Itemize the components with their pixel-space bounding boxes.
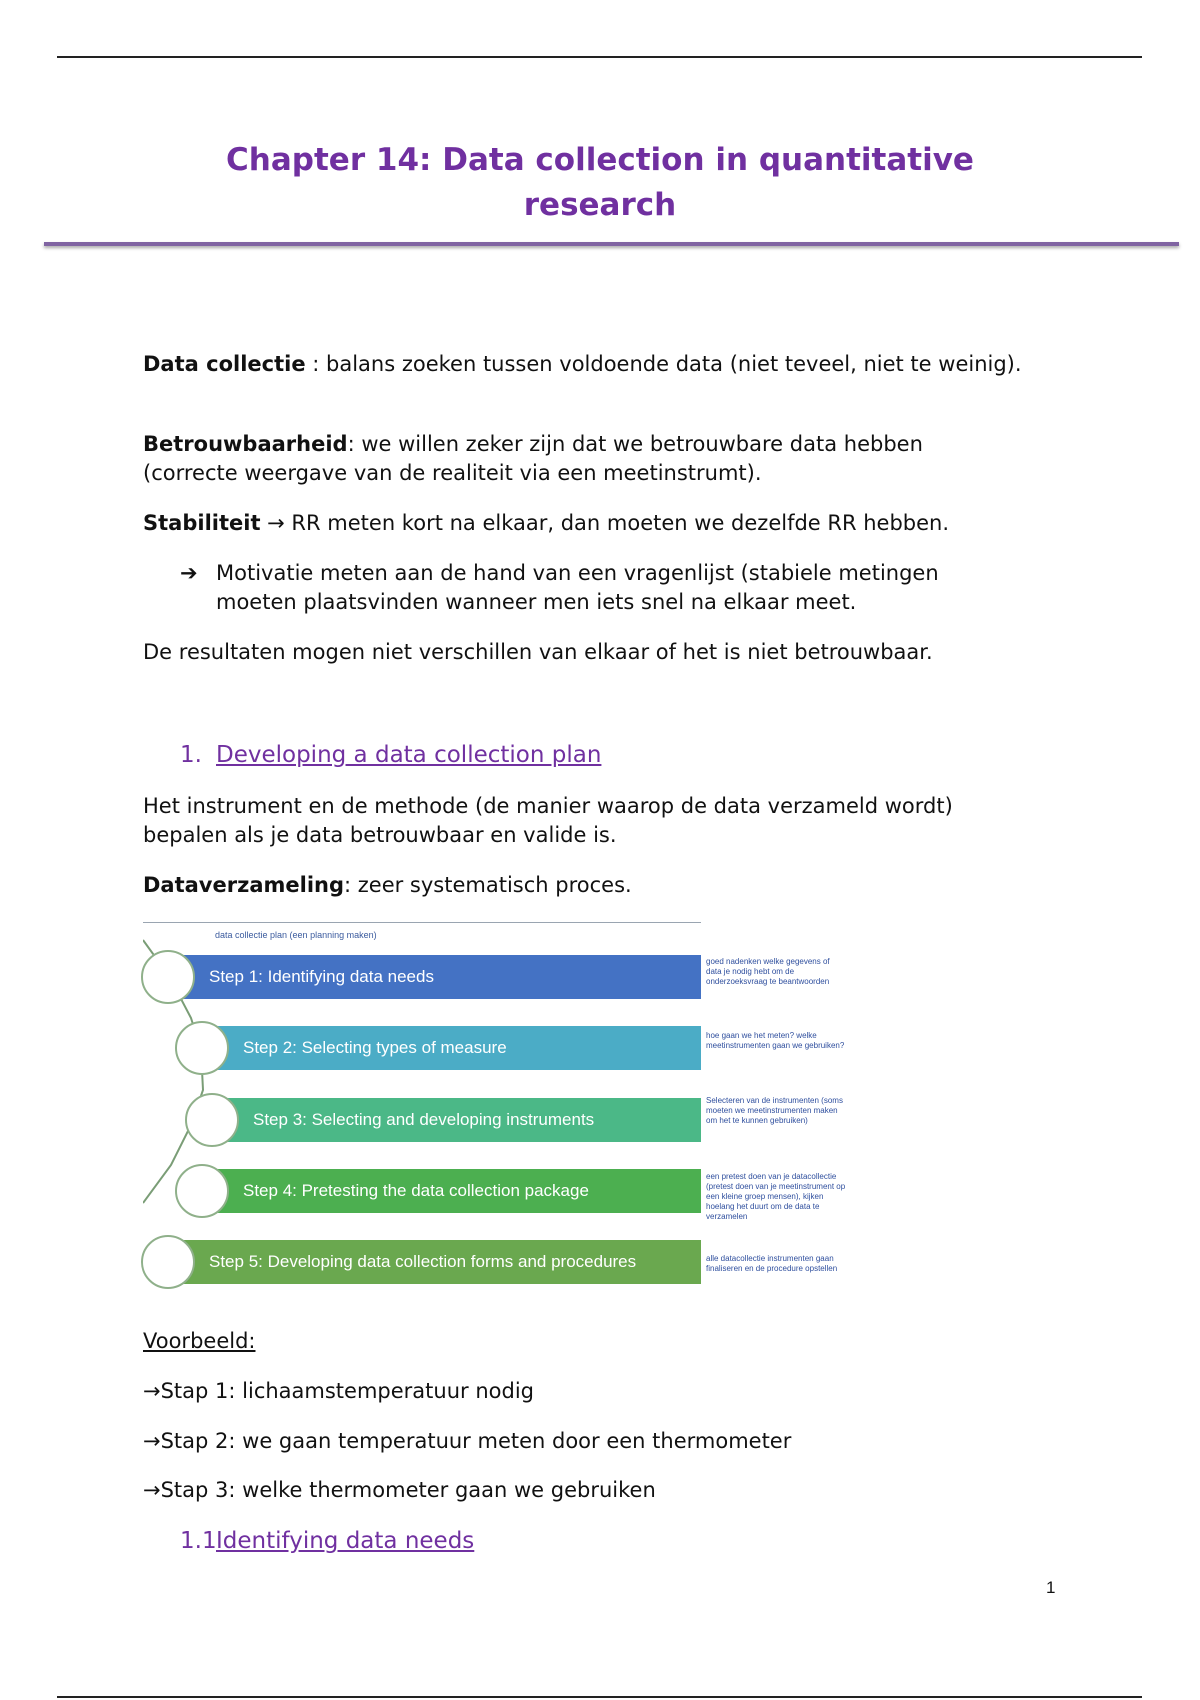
step-1-bar: Step 1: Identifying data needs [169, 955, 701, 999]
paragraph-betrouwbaarheid [143, 430, 1023, 488]
data-collection-plan-diagram [143, 920, 846, 1300]
term-data-collectie: Data collectie [143, 352, 306, 376]
step-5-note: alle datacollectie instrumenten gaan finaliseren en de procedure opstellen [706, 1254, 838, 1273]
definition-betrouwbaarheid: : we willen zeker zijn dat we betrouwbare data hebben (correcte weergave van de realiteit via een meetinstrumt). [143, 432, 923, 485]
arrow-bullet-icon: ➔ [180, 561, 198, 585]
step-4-note: een pretest doen van je datacollectie (pretest doen van je meetinstrument op een kleine groep mensen), kijken hoelang het duurt om de data te verzamelen [706, 1172, 846, 1221]
bottom-rule [57, 1696, 1142, 1698]
page-title: Chapter 14: Data collection in quantitative research [226, 142, 974, 223]
step-4-bar: Step 4: Pretesting the data collection package [203, 1169, 701, 1213]
title-underline [44, 242, 1179, 246]
definition-data-collectie: : balans zoeken tussen voldoende data (niet teveel, niet te weinig). [305, 352, 1022, 376]
step-3-note: Selecteren van de instrumenten (soms moeten we meetinstrumenten maken om het te kunnen gebruiken) [706, 1096, 843, 1125]
example-heading: Voorbeeld: [143, 1329, 256, 1353]
paragraph-data-collectie [143, 350, 1023, 379]
definition-stabiliteit: → RR meten kort na elkaar, dan moeten we dezelfde RR hebben. [260, 511, 950, 535]
step-5-bar: Step 5: Developing data collection forms and procedures [169, 1240, 701, 1284]
section-1-1-heading-link[interactable]: Identifying data needs [216, 1528, 475, 1554]
step-2-bar: Step 2: Selecting types of measure [203, 1026, 701, 1070]
term-betrouwbaarheid: Betrouwbaarheid [143, 432, 348, 456]
section-1-heading-link[interactable]: Developing a data collection plan [216, 742, 602, 768]
paragraph-dataverzameling [143, 871, 1023, 900]
term-stabiliteit: Stabiliteit [143, 511, 261, 535]
section-1-1-number: 1.1 [180, 1528, 217, 1554]
step-2-note: hoe gaan we het meten? welke meetinstrumenten gaan we gebruiken? [706, 1031, 845, 1050]
term-dataverzameling: Dataverzameling [143, 873, 344, 897]
step-5-circle [141, 1235, 195, 1289]
example-line-1: →Stap 1: lichaamstemperatuur nodig [143, 1379, 534, 1403]
paragraph-instrument: Het instrument en de methode (de manier waarop de data verzameld wordt) bepalen als je data betrouwbaar en valide is. [143, 794, 953, 847]
bullet-motivatie: Motivatie meten aan de hand van een vragenlijst (stabiele metingen moeten plaatsvinden wanneer men iets snel na elkaar meet. [216, 561, 939, 614]
example-line-3: →Stap 3: welke thermometer gaan we gebruiken [143, 1478, 656, 1502]
paragraph-stabiliteit [143, 509, 1023, 538]
step-4-circle [175, 1164, 229, 1218]
page-number: 1 [1046, 1578, 1056, 1597]
step-3-circle [185, 1093, 239, 1147]
step-1-circle [141, 950, 195, 1004]
top-rule [57, 56, 1142, 58]
section-1-number: 1. [180, 742, 202, 768]
definition-dataverzameling: : zeer systematisch proces. [344, 873, 632, 897]
step-1-note: goed nadenken welke gegevens of data je nodig hebt om de onderzoeksvraag te beantwoorden [706, 957, 830, 986]
step-3-bar: Step 3: Selecting and developing instruments [213, 1098, 701, 1142]
diagram-caption: data collectie plan (een planning maken) [215, 930, 377, 940]
example-line-2: →Stap 2: we gaan temperatuur meten door een thermometer [143, 1429, 792, 1453]
paragraph-resultaten: De resultaten mogen niet verschillen van elkaar of het is niet betrouwbaar. [143, 640, 933, 664]
step-2-circle [175, 1021, 229, 1075]
